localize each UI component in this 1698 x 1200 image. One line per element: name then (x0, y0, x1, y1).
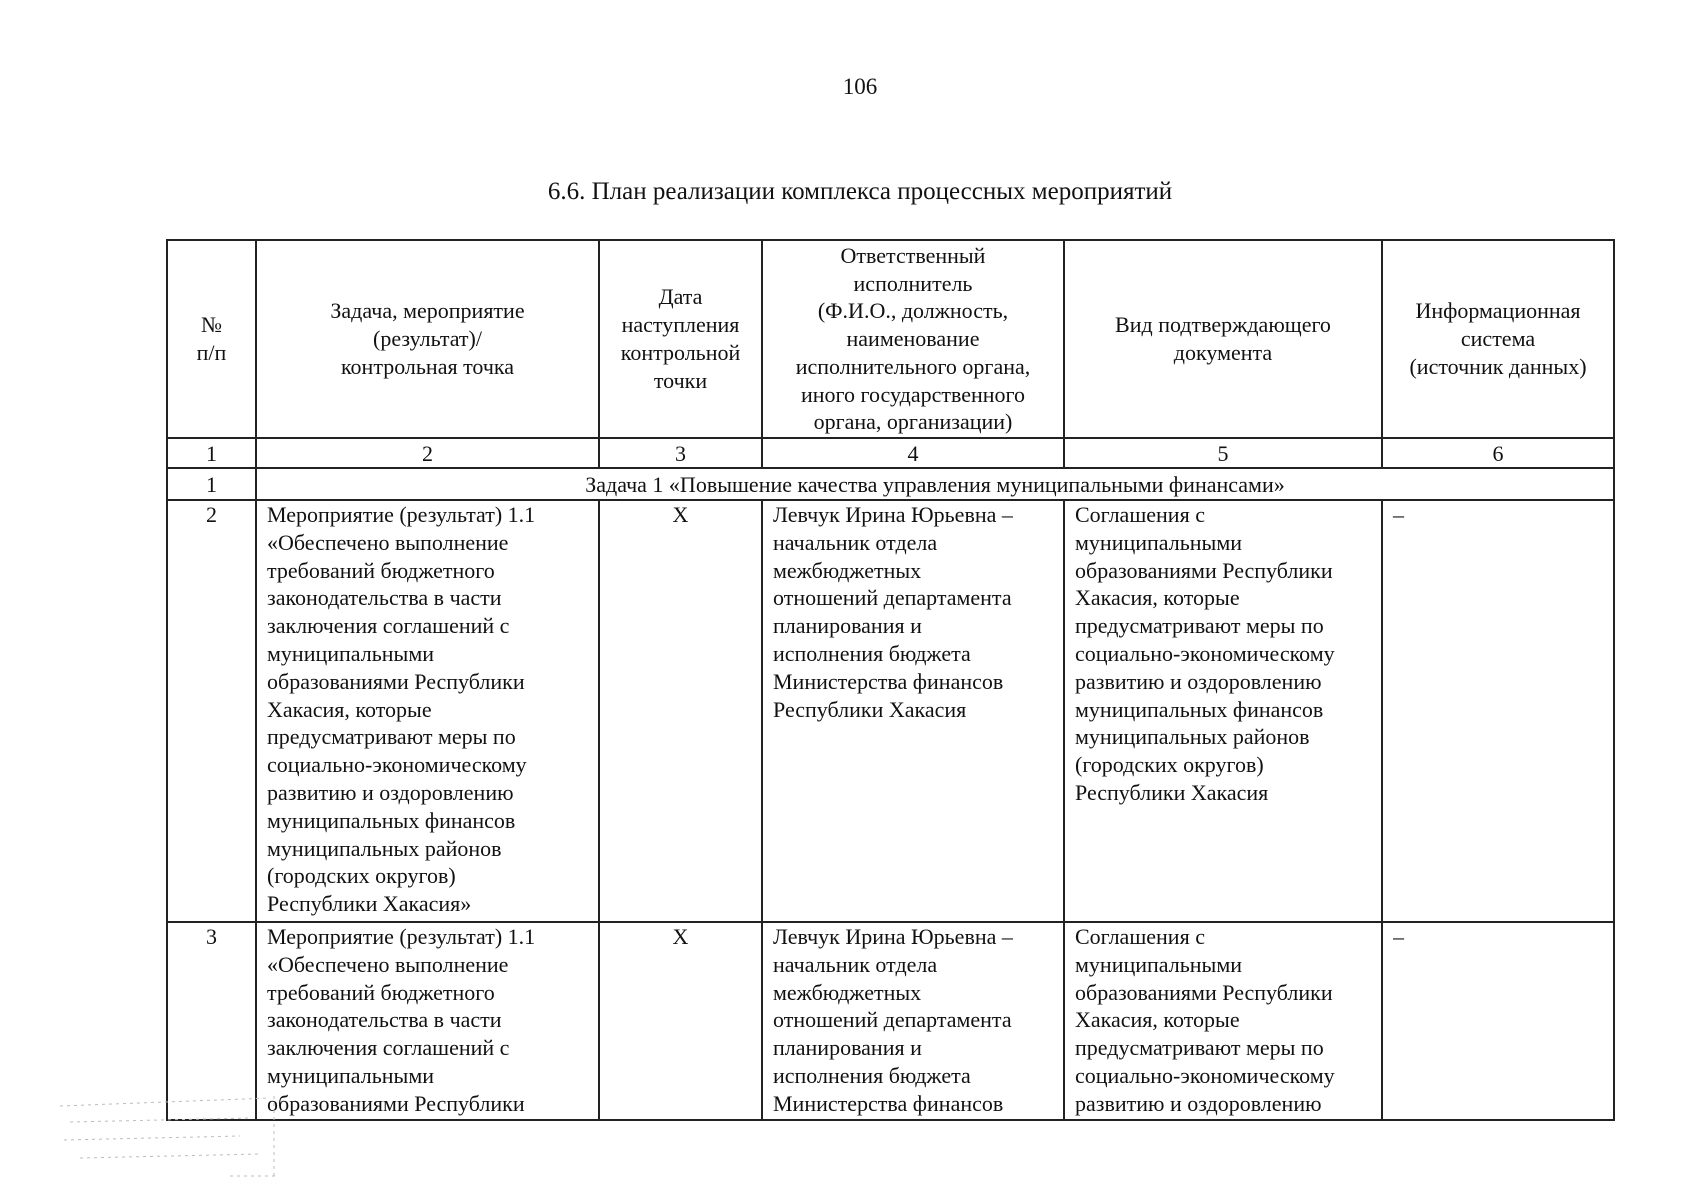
text-line: муниципальными (267, 1062, 435, 1088)
column-number: 6 (1382, 438, 1614, 468)
header-system (1382, 240, 1614, 438)
text-line: предусматривают меры по (1075, 613, 1324, 639)
scan-artifact (50, 1092, 280, 1182)
column-number: 2 (256, 438, 599, 468)
text-line: образованиями Республики (1075, 979, 1333, 1005)
row-system-text: – (1393, 924, 1404, 949)
text-line: муниципальными (1075, 951, 1243, 977)
text-line: Ответственный (840, 242, 986, 268)
text-line: Хакасия, которые (1075, 585, 1240, 611)
table-row (167, 500, 1614, 922)
column-number: 4 (762, 438, 1064, 468)
text-line: предусматривают меры по (267, 724, 516, 750)
text-line: (Ф.И.О., должность, (817, 298, 1009, 324)
page-number: 106 (842, 74, 878, 99)
text-line: Задача, мероприятие (330, 298, 525, 324)
text-line: заключения соглашений с (267, 1035, 510, 1061)
row-system (1382, 922, 1614, 1120)
text-line: Соглашения с (1075, 502, 1205, 527)
text-line: иного государственного (800, 381, 1026, 407)
text-line: предусматривают меры по (1075, 1035, 1324, 1061)
text-line: отношений департамента (773, 585, 1012, 611)
text-line: Министерства финансов (773, 1090, 1004, 1116)
header-activity (256, 240, 599, 438)
row-number (167, 922, 256, 1120)
text-line: контрольная точка (340, 353, 515, 379)
text-line: развитию и оздоровлению (267, 779, 514, 805)
task-number: 1 (167, 468, 256, 500)
text-line: межбюджетных (773, 979, 922, 1005)
text-line: (источник данных) (1409, 353, 1587, 379)
text-line: муниципальными (1075, 529, 1243, 555)
text-line: социально-экономическому (267, 752, 527, 778)
row-number: 2 (167, 500, 256, 922)
row-activity (256, 922, 599, 1120)
text-line: исполнения бюджета (773, 640, 971, 666)
text-line: образованиями Республики (267, 668, 525, 694)
header-document (1064, 240, 1382, 438)
text-line: муниципальных финансов (267, 807, 516, 833)
row-responsible-text (773, 923, 1055, 1119)
text-line: начальник отдела (773, 529, 938, 555)
row-activity (256, 500, 599, 922)
text-line: наступления (621, 312, 740, 338)
page-title: 6.6. План реализации комплекса процессных мероприятий (547, 178, 1173, 205)
text-line: Соглашения с (1075, 924, 1205, 949)
text-line: межбюджетных (773, 557, 922, 583)
row-document (1064, 922, 1382, 1120)
text-line: Информационная (1415, 298, 1581, 324)
row-document (1064, 500, 1382, 922)
text-line: органа, организации) (813, 409, 1013, 435)
text-line: Левчук Ирина Юрьевна – (773, 924, 1013, 949)
row-responsible (762, 922, 1064, 1120)
text-line: Республики Хакасия (773, 696, 967, 722)
text-line: социально-экономическому (1075, 1062, 1335, 1088)
column-number: 1 (167, 438, 256, 468)
text-line: планирования и (773, 613, 922, 639)
task-row (167, 468, 1614, 500)
text-line: муниципальными (267, 640, 435, 666)
text-line: Республики Хакасия» (267, 891, 472, 917)
text-line: исполнительного органа, (795, 353, 1031, 379)
text-line: законодательства в части (267, 1007, 502, 1033)
text-line: (результат)/ (373, 326, 482, 352)
text-line: муниципальных финансов (1075, 696, 1324, 722)
table-row (167, 922, 1614, 1120)
text-line: исполнения бюджета (773, 1062, 971, 1088)
column-number: 5 (1064, 438, 1382, 468)
row-system: – (1382, 500, 1614, 922)
row-date (599, 922, 762, 1120)
text-line: отношений департамента (773, 1007, 1012, 1033)
header-number (167, 240, 256, 438)
task-title: Задача 1 «Повышение качества управления муниципальными финансами» (256, 468, 1614, 500)
text-line: документа (1173, 340, 1273, 365)
text-line: образованиями Республики (267, 1090, 525, 1116)
row-activity-text (267, 923, 590, 1119)
text-line: Хакасия, которые (267, 696, 432, 722)
text-line: развитию и оздоровлению (1075, 668, 1322, 694)
header-date (599, 240, 762, 438)
text-line: Вид подтверждающего (1115, 312, 1331, 338)
text-line: планирования и (773, 1035, 922, 1061)
text-line: «Обеспечено выполнение (267, 529, 509, 555)
text-line: Левчук Ирина Юрьевна – (773, 502, 1013, 527)
text-line: социально-экономическому (1075, 640, 1335, 666)
text-line: начальник отдела (773, 951, 938, 977)
row-date-text: X (672, 924, 689, 949)
text-line: система (1460, 326, 1536, 352)
row-date: X (599, 500, 762, 922)
text-line: требований бюджетного (267, 557, 495, 583)
text-line: заключения соглашений с (267, 613, 510, 639)
text-line: п/п (196, 340, 227, 365)
text-line: развитию и оздоровлению (1075, 1090, 1322, 1116)
plan-table (166, 239, 1615, 1121)
row-number-text: 3 (206, 924, 217, 949)
text-line: Мероприятие (результат) 1.1 (267, 502, 536, 527)
column-numbers-row (167, 438, 1614, 468)
table-header-row (167, 240, 1614, 438)
text-line: «Обеспечено выполнение (267, 951, 509, 977)
text-line: Республики Хакасия (1075, 779, 1269, 805)
row-document-text (1075, 923, 1373, 1119)
row-responsible (762, 500, 1064, 922)
column-number: 3 (599, 438, 762, 468)
text-line: № (201, 312, 222, 338)
text-line: наименование (846, 326, 980, 352)
text-line: Министерства финансов (773, 668, 1004, 694)
text-line: точки (653, 367, 708, 393)
text-line: (городских округов) (267, 863, 456, 889)
text-line: образованиями Республики (1075, 557, 1333, 583)
text-line: контрольной (620, 340, 741, 365)
text-line: исполнитель (853, 270, 973, 296)
text-line: Мероприятие (результат) 1.1 (267, 924, 536, 949)
text-line: (городских округов) (1075, 752, 1264, 778)
header-responsible (762, 240, 1064, 438)
text-line: муниципальных районов (267, 835, 502, 861)
text-line: муниципальных районов (1075, 724, 1310, 750)
text-line: Хакасия, которые (1075, 1007, 1240, 1033)
text-line: законодательства в части (267, 585, 502, 611)
text-line: Дата (658, 284, 703, 310)
text-line: требований бюджетного (267, 979, 495, 1005)
